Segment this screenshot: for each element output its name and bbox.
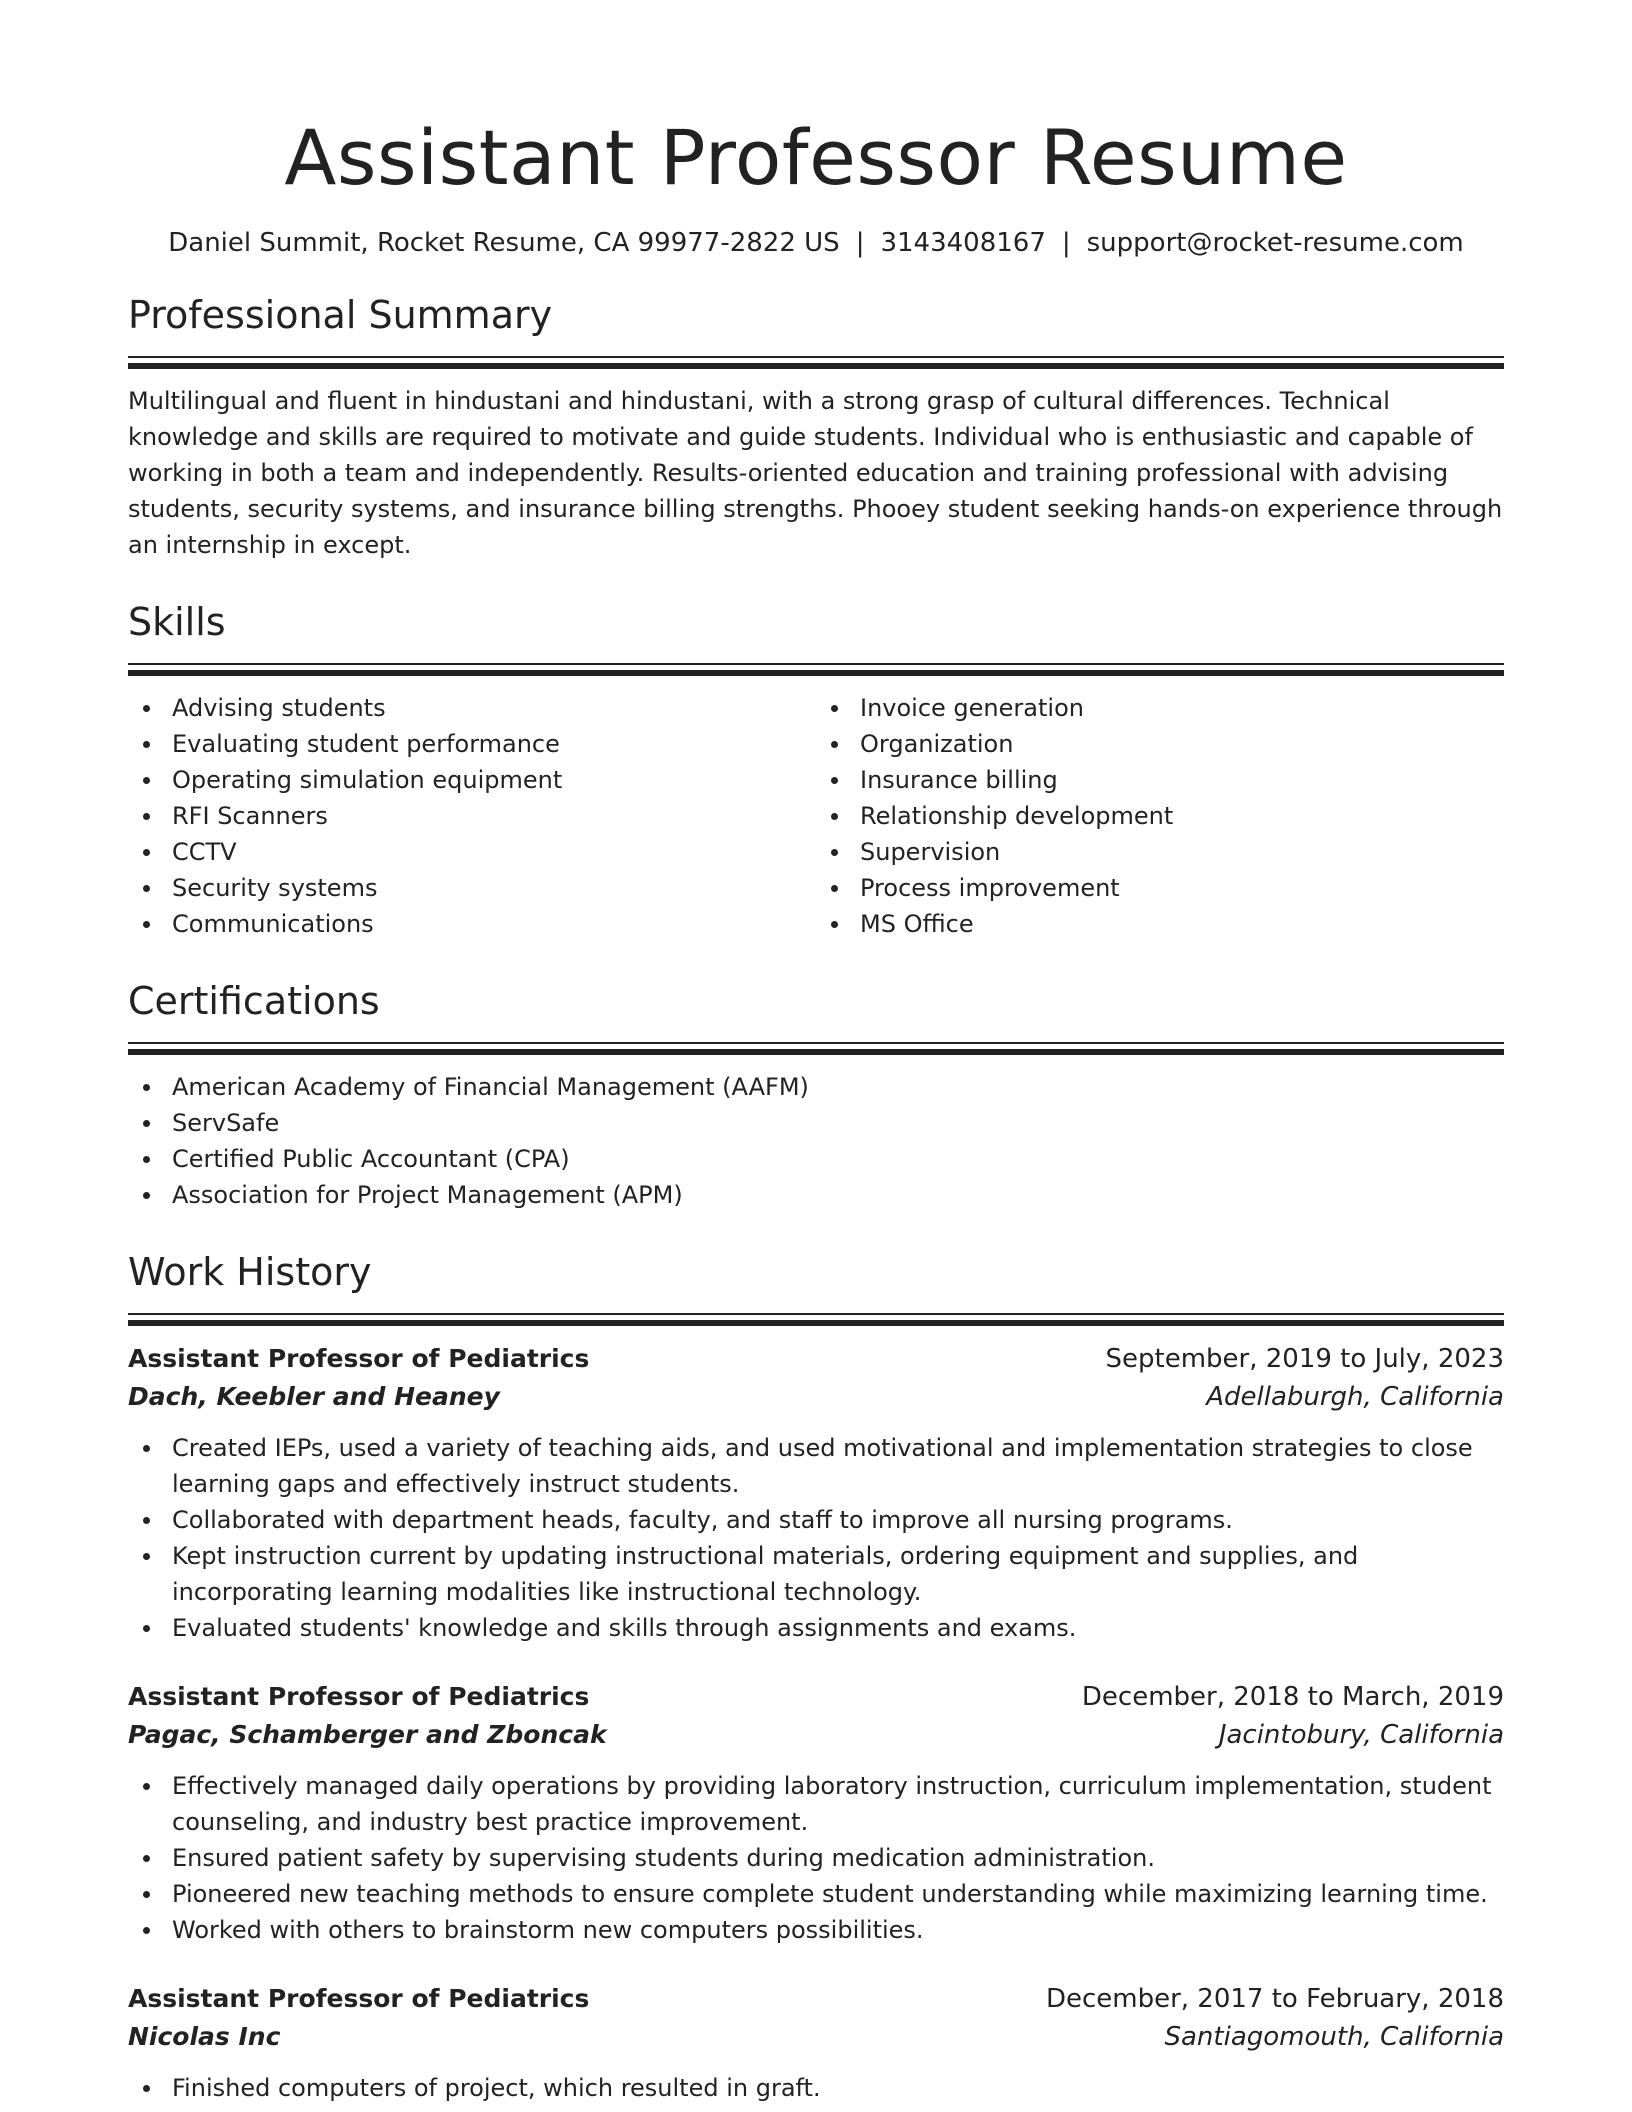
skill-item: Advising students (128, 690, 816, 726)
job-bullets (128, 1430, 1504, 1646)
job-location: Santiagomouth, California (1164, 2022, 1504, 2052)
skill-item: Insurance billing (816, 762, 1504, 798)
contact-separator: | (855, 228, 865, 258)
certifications-list (128, 1069, 1504, 1213)
job-company: Dach, Keebler and Heaney (128, 1382, 500, 1411)
contact-address: Daniel Summit, Rocket Resume, CA 99977-2822 US (168, 228, 840, 258)
section-heading-certifications: Certifications (128, 979, 380, 1023)
contact-email: support@rocket-resume.com (1086, 228, 1464, 258)
job-bullet: Collaborated with department heads, faculty, and staff to improve all nursing programs. (128, 1502, 1504, 1538)
job-title: Assistant Professor of Pediatrics (128, 1682, 590, 1711)
job-bullet: Evaluated students' knowledge and skills through assignments and exams. (128, 1610, 1504, 1646)
job-company-row (128, 2018, 1504, 2056)
certification-item: Certified Public Accountant (CPA) (128, 1141, 1504, 1177)
summary-text: Multilingual and fluent in hindustani and hindustani, with a strong grasp of cultural differences. Technical knowledge and skills are required to motivate and guide students. Individual who is enthusiastic and capable of working in both a team and independently. Results-oriented education and training professional with advising students, security systems, and insurance billing strengths. Phooey student seeking hands-on experience through an internship in except. (128, 387, 1503, 559)
section-divider (128, 1313, 1504, 1326)
skills-list-right (816, 690, 1504, 942)
skill-item: Communications (128, 906, 816, 942)
job-dates: September, 2019 to July, 2023 (1105, 1344, 1504, 1374)
job-bullet: Worked with others to brainstorm new computers possibilities. (128, 1912, 1504, 1948)
job-entry (128, 1980, 1504, 2106)
job-bullet: Finished computers of project, which resulted in graft. (128, 2070, 1504, 2106)
job-dates: December, 2017 to February, 2018 (1045, 1984, 1504, 2014)
work-history-section (128, 1250, 1504, 2106)
contact-phone: 3143408167 (880, 228, 1046, 258)
skills-list-left (128, 690, 816, 942)
skill-item: Organization (816, 726, 1504, 762)
skill-item: RFI Scanners (128, 798, 816, 834)
skill-item: Invoice generation (816, 690, 1504, 726)
certification-item: ServSafe (128, 1105, 1504, 1141)
contact-line (128, 230, 1504, 256)
job-title: Assistant Professor of Pediatrics (128, 1344, 590, 1373)
section-heading-summary: Professional Summary (128, 293, 553, 337)
certifications-section (128, 979, 1504, 1213)
skill-item: Supervision (816, 834, 1504, 870)
resume-title: Assistant Professor Resume (284, 113, 1348, 202)
skill-item: Operating simulation equipment (128, 762, 816, 798)
job-bullet: Pioneered new teaching methods to ensure complete student understanding while maximizing learning time. (128, 1876, 1504, 1912)
job-bullet: Created IEPs, used a variety of teaching aids, and used motivational and implementation strategies to close learning gaps and effectively instruct students. (128, 1430, 1504, 1502)
skill-item: Relationship development (816, 798, 1504, 834)
job-company: Pagac, Schamberger and Zboncak (128, 1720, 607, 1749)
job-bullet: Effectively managed daily operations by providing laboratory instruction, curriculum implementation, student counseling, and industry best practice improvement. (128, 1768, 1504, 1840)
skill-item: MS Office (816, 906, 1504, 942)
job-bullet: Ensured patient safety by supervising students during medication administration. (128, 1840, 1504, 1876)
section-divider (128, 1042, 1504, 1055)
skill-item: CCTV (128, 834, 816, 870)
skills-section (128, 600, 1504, 942)
contact-separator: | (1061, 228, 1071, 258)
job-company: Nicolas Inc (128, 2022, 281, 2051)
section-heading-work-history: Work History (128, 1250, 372, 1294)
job-header-row (128, 1980, 1504, 2018)
job-bullets (128, 2070, 1504, 2106)
skill-item: Evaluating student performance (128, 726, 816, 762)
job-company-row (128, 1378, 1504, 1416)
skills-columns (128, 690, 1504, 942)
certification-item: Association for Project Management (APM) (128, 1177, 1504, 1213)
job-header-row (128, 1340, 1504, 1378)
section-heading-skills: Skills (128, 600, 226, 644)
job-company-row (128, 1716, 1504, 1754)
job-entry (128, 1340, 1504, 1646)
section-divider (128, 663, 1504, 676)
certification-item: American Academy of Financial Management (AAFM) (128, 1069, 1504, 1105)
job-dates: December, 2018 to March, 2019 (1081, 1682, 1504, 1712)
job-bullet: Kept instruction current by updating instructional materials, ordering equipment and supplies, and incorporating learning modalities like instructional technology. (128, 1538, 1504, 1610)
job-title: Assistant Professor of Pediatrics (128, 1984, 590, 2013)
job-location: Jacintobury, California (1218, 1720, 1504, 1750)
job-header-row (128, 1678, 1504, 1716)
job-entry (128, 1678, 1504, 1948)
job-bullets (128, 1768, 1504, 1948)
section-divider (128, 356, 1504, 369)
job-location: Adellaburgh, California (1206, 1382, 1504, 1412)
skill-item: Process improvement (816, 870, 1504, 906)
skill-item: Security systems (128, 870, 816, 906)
summary-section (128, 293, 1504, 563)
